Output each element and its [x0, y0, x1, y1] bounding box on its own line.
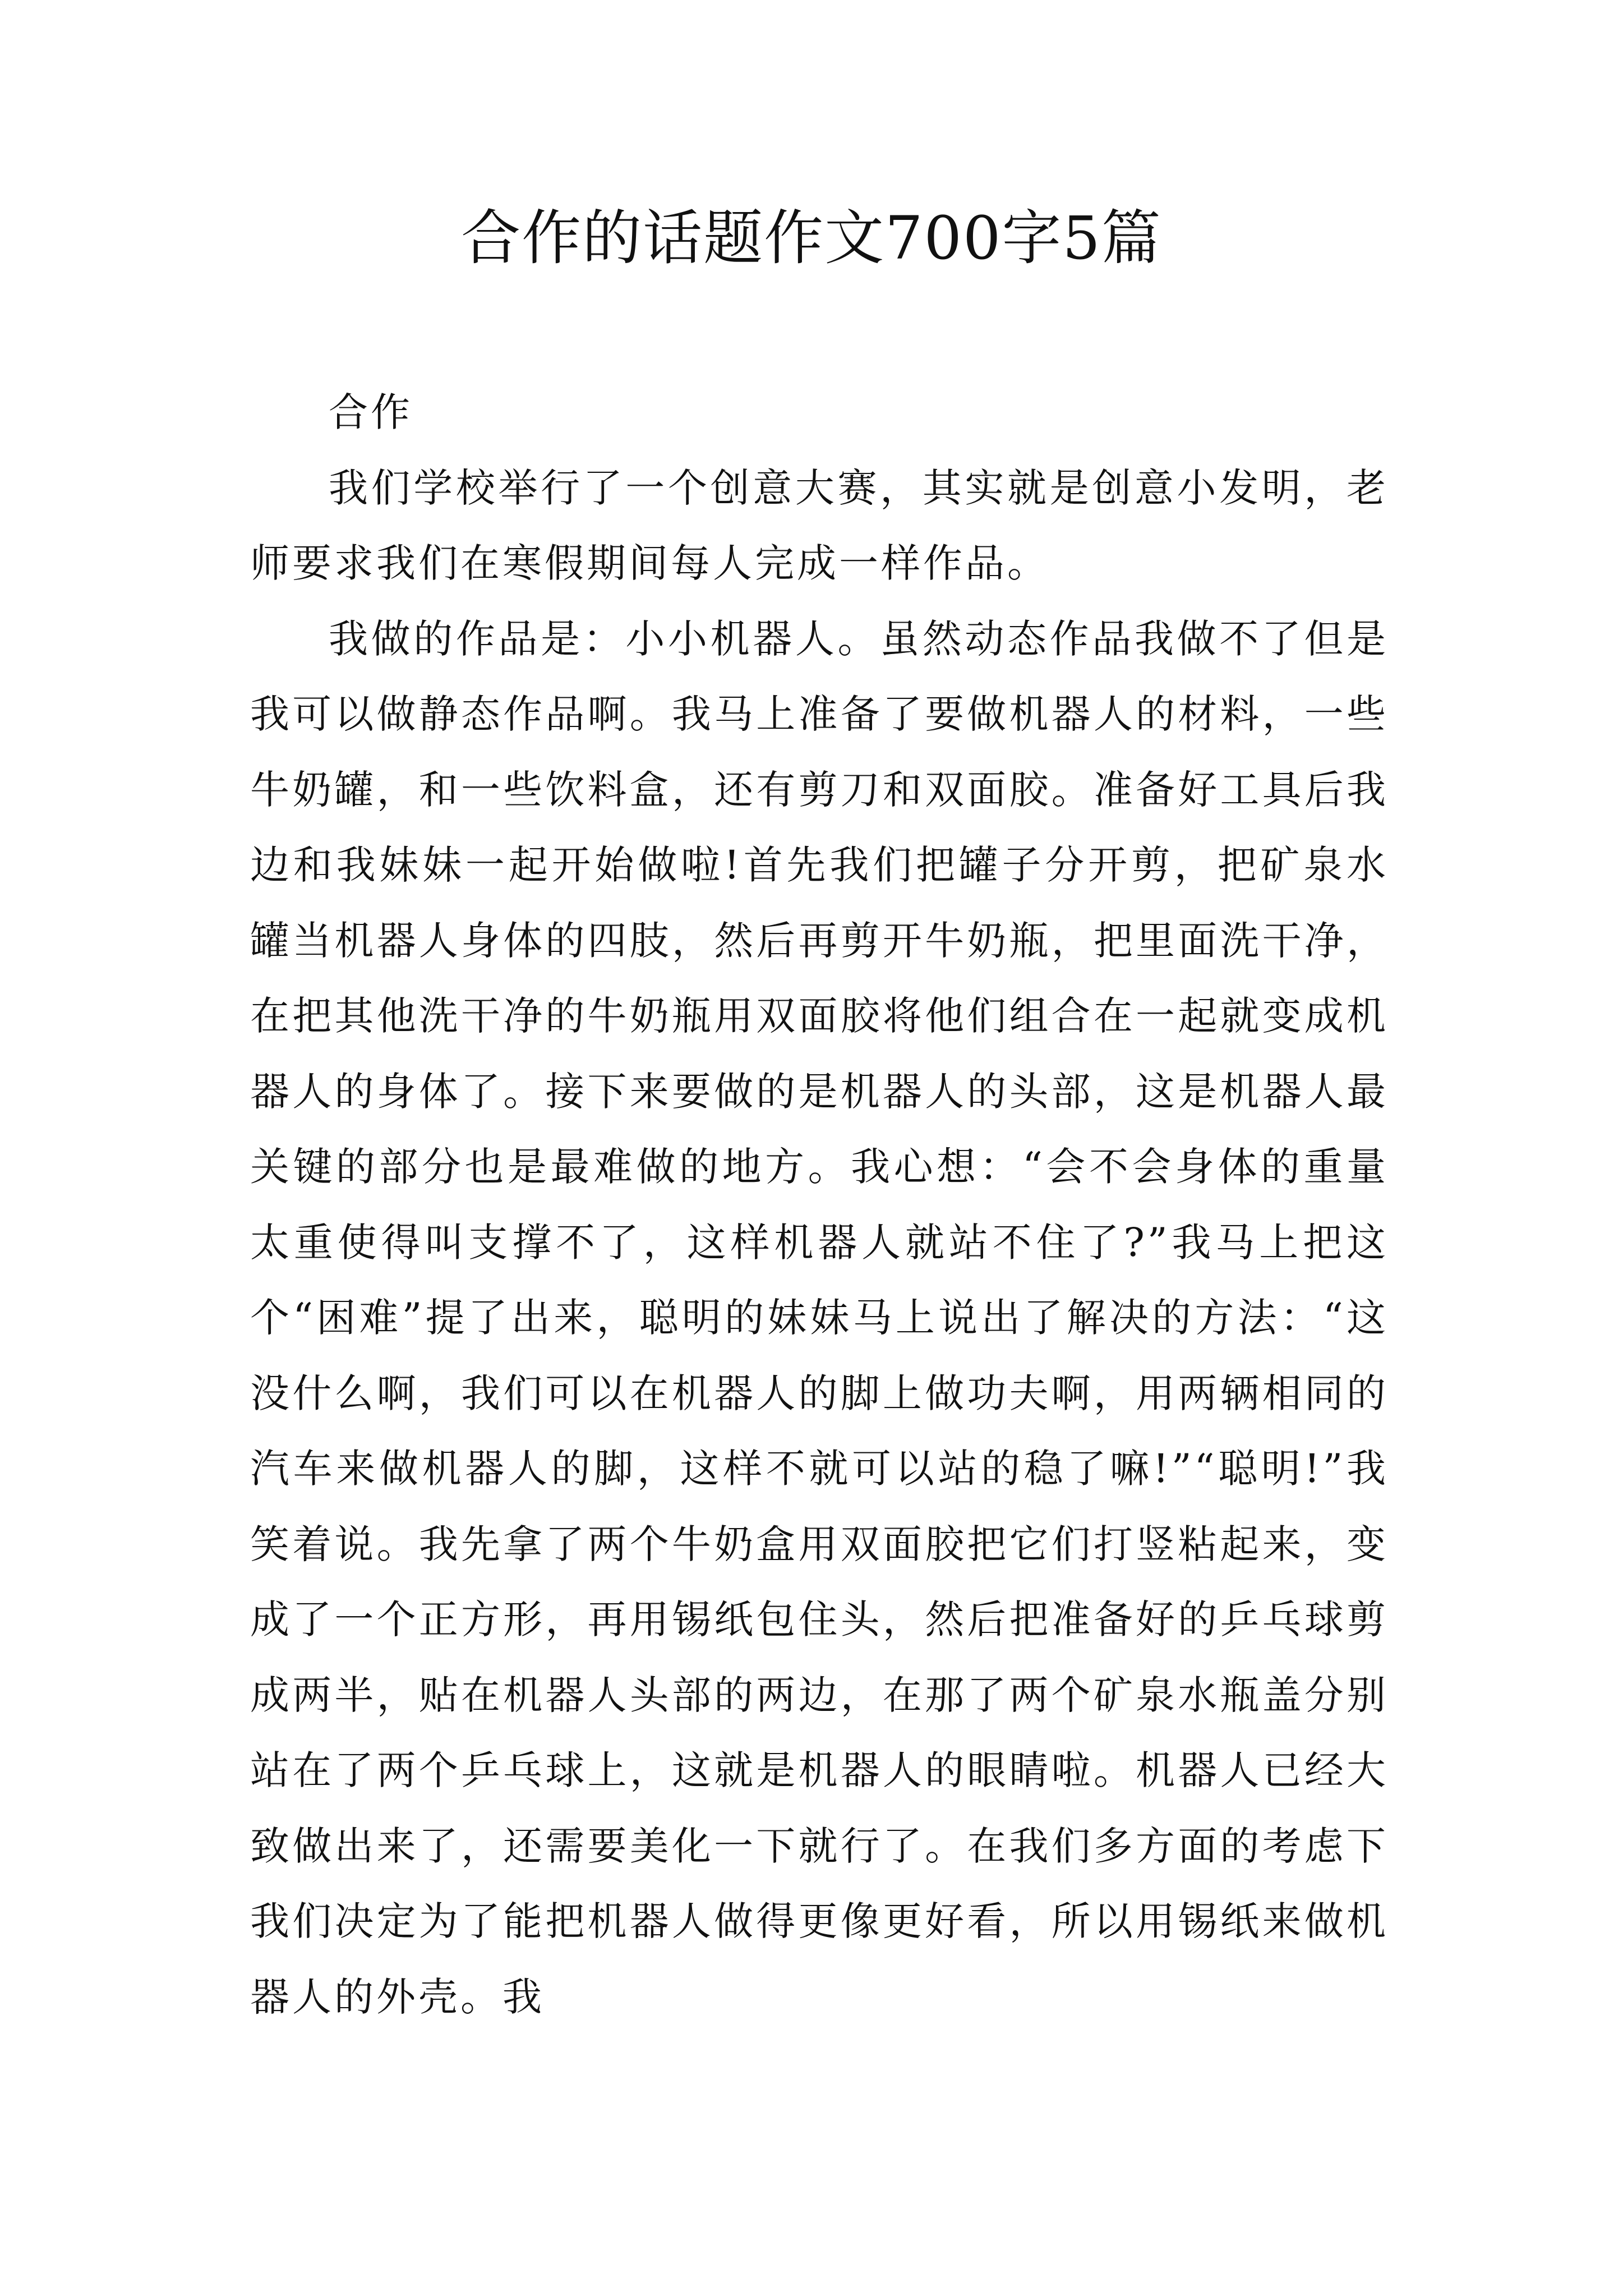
paragraph: 我们学校举行了一个创意大赛，其实就是创意小发明，老师要求我们在寒假期间每人完成一样作品。: [250, 464, 1389, 586]
paragraph: 我做的作品是：小小机器人。虽然动态作品我做不了但是我可以做静态作品啊。我马上准备了要做机器人的材料，一些牛奶罐，和一些饮料盒，还有剪刀和双面胶。准备好工具后我边和我妹妹一起开始做啦!首先我们把罐子分开剪，把矿泉水罐当机器人身体的四肢，然后再剪开牛奶瓶，把里面洗干净，在把其他洗干净的牛奶瓶用双面胶将他们组合在一起就变成机器人的身体了。接下来要做的是机器人的头部，这是机器人最关键的部分也是最难做的地方。我心想：“会不会身体的重量太重使得叫支撑不了，这样机器人就站不住了?”我马上把这个“困难”提了出来，聪明的妹妹马上说出了解决的方法：“这没什么啊，我们可以在机器人的脚上做功夫啊，用两辆相同的汽车来做机器人的脚，这样不就可以站的稳了嘛!”“聪明!”我笑着说。我先拿了两个牛奶盒用双面胶把它们打竖粘起来，变成了一个正方形，再用锡纸包住头，然后把准备好的乒乓球剪成两半，贴在机器人头部的两边，在那了两个矿泉水瓶盖分别站在了两个乒乓球上，这就是机器人的眼睛啦。机器人已经大致做出来了，还需要美化一下就行了。在我们多方面的考虑下我们决定为了能把机器人做得更像更好看，所以用锡纸来做机器人的外壳。我: [250, 615, 1389, 2020]
document-body: [250, 375, 1389, 2035]
document-title: 合作的话题作文700字5篇: [461, 204, 1162, 273]
paragraph-heading: 合作: [329, 389, 413, 435]
